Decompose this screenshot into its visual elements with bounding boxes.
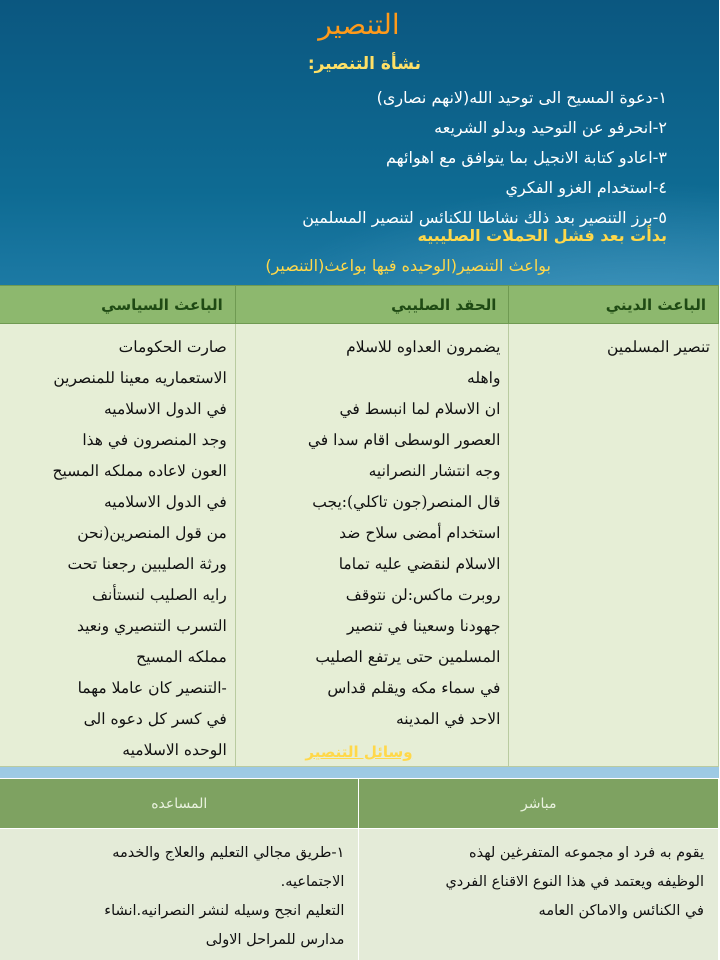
cell-line: التسرب التنصيري ونعيد [77,617,228,635]
cell-line: واهله [468,369,502,387]
assisting-cell [1,829,360,960]
table-header-row [1,779,720,829]
cell-line: رايه الصليب لنستأنف [93,586,228,604]
means-heading: وسائل التنصير [306,743,414,761]
list-item: ٤-استخدام الغزو الفكري [506,178,668,197]
cell-line: الاسلام لنقضي عليه تماما [339,555,502,573]
list-item: ٣-اعادو كتابة الانجيل بما يتوافق مع اهوائهم [387,148,668,167]
cell-line: من قول المنصرين(نحن [78,524,228,542]
cell-line: ١-طريق مجالي التعليم والعلاج والخدمه [113,845,346,861]
cell-line: يضمرون العداوه للاسلام [347,338,502,356]
cell-line: روبرت ماكس:لن نتوقف [346,586,502,604]
cell-line: وجد المنصرون في هذا [83,431,228,449]
means-table [0,778,720,960]
page-title: التنصير [319,8,401,41]
cell-line: قال المنصر(جون تاكلي):يجب [313,493,502,511]
list-item: ٥-برز التنصير بعد ذلك نشاطا للكنائس لتنصير المسلمين [303,208,668,227]
column-header-direct: مباشر [360,779,720,829]
cell-line: يقوم به فرد او مجموعه المتفرغين لهذه [470,845,705,861]
column-header-crusader: الحقد الصليبي [236,286,510,324]
cell-line: العون لاعاده مملكه المسيح [53,462,228,480]
origin-heading: نشأة التنصير: [308,54,422,74]
cell-line: التعليم انجح وسيله لنشر النصرانيه.انشاء [105,903,346,919]
political-cell [1,324,237,767]
cell-line: في الكنائس والاماكن العامه [539,903,705,919]
table-header-row [1,286,720,324]
cell-line: استخدام أمضى سلاح ضد [340,524,502,542]
cell-line: في الدول الاسلاميه [105,493,228,511]
cell-line: الوحده الاسلاميه [123,741,228,759]
cell-line: ان الاسلام لما انبسط في [340,400,502,418]
table-row [1,324,720,767]
direct-cell [360,829,720,960]
crusades-note: بدأت بعد فشل الحملات الصليبيه [418,226,668,245]
cell-line: في سماء مكه ويقلم قداس [328,679,502,697]
religious-cell [510,324,720,767]
column-header-assisting: المساعده [1,779,360,829]
cell-line: تنصير المسلمين [608,338,711,356]
list-item: ١-دعوة المسيح الى توحيد الله(لانهم نصارى) [377,88,668,107]
column-header-political: الباعث السياسي [1,286,237,324]
cell-line: -التنصير كان عاملا مهما [78,679,228,697]
cell-line: الاستعماريه معينا للمنصرين [54,369,228,387]
cell-line: صارت الحكومات [119,338,228,356]
column-header-religious: الباعث الديني [510,286,720,324]
origin-points [303,83,668,233]
cell-line: جهودنا وسعينا في تنصير [347,617,502,635]
cell-line: مملكه المسيح [137,648,228,666]
cell-line: في الدول الاسلاميه [105,400,228,418]
cell-line: في كسر كل دعوه الى [84,710,228,728]
crusader-cell [236,324,510,767]
cell-line: وجه انتشار النصرانيه [369,462,502,480]
list-item: ٢-انحرفو عن التوحيد وبدلو الشريعه [435,118,668,137]
cell-line: المسلمين حتى يرتفع الصليب [316,648,502,666]
cell-line: مدارس للمراحل الاولى [206,932,346,948]
cell-line: ورثة الصليبين رجعنا تحت [68,555,228,573]
cell-line: العصور الوسطى اقام سدا في [308,431,502,449]
cell-line: الوظيفه ويعتمد في هذا النوع الاقناع الفردي [446,874,705,890]
table-row [1,829,720,960]
motives-table [0,285,720,767]
slide-header [0,0,720,285]
motives-heading: بواعث التنصير(الوحيده فيها بواعث(التنصير) [266,256,552,275]
cell-line: الاحد في المدينه [396,710,502,728]
cell-line: الاجتماعيه. [281,874,346,890]
